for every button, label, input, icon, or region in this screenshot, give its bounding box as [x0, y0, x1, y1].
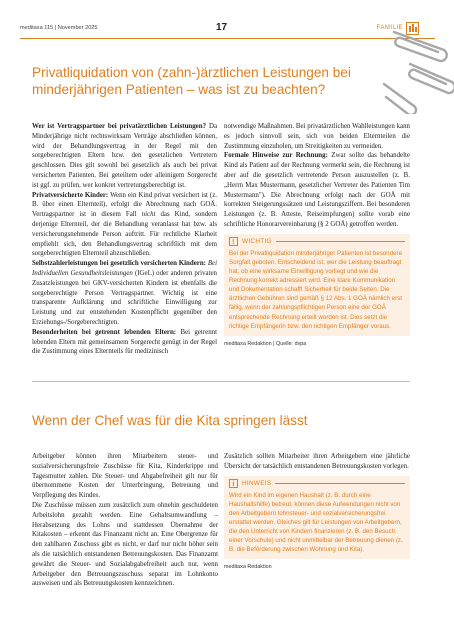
paragraph: Die Zuschüsse müssen zum zusätzlich zum ohnehin geschuldeten Arbeitslohn gezahlt werden. Eine Gehaltsumwandlung – Herabsetzung des Lohns und stattdessen Übernahme der Kitakosten – erkennt das Finanzamt nicht an. Eine Obergrenze für den zahlbaren Zuschuss gibt es nicht, er darf nur nicht höher sein als die tatsächlich entstandenen Betreuungskosten. Das Finanzamt gewährt die Steuer- und Sozialabgabefreiheit auch nur, wenn Arbeitgeber den Betreuungszuschuss separat im Lohnkonto ausweisen und als Betreuungskosten kennzeichnen. — [32, 501, 218, 588]
paragraph: Zusätzlich sollten Mitarbeiter ihren Arbeitgebern eine jährliche Übersicht der tatsächlich entstandenen Betreuungskosten vorlegen. — [224, 453, 410, 470]
article-column-left — [32, 452, 218, 589]
page-header — [20, 22, 435, 38]
paragraph-text: das Kind, sondern derjenige Elternteil, der die Behandlung veranlasst hat bzw. als versicherungsnehmende Person auftritt. Für rechtliche Klarheit empfiehlt sich, den Behandlungsvertrag schriftlich mit dem sorgeberechtigten Elternteil abzuschließen. — [32, 211, 217, 258]
paragraph-heading: Selbstzahlerleistungen bei gesetzlich versicherten Kindern: — [32, 260, 206, 268]
paragraph-heading: Besonderheiten bei getrennt lebenden Eltern: — [32, 328, 177, 336]
article-column-left — [32, 122, 217, 380]
emphasis-text: nicht — [141, 211, 156, 219]
box-text: Wird ein Kind im eigenen Haushalt (z. B. durch eine Haushaltshilfe) betreut, können diese Aufwendungen nicht von den Arbeitgebern lohnsteuer- und sozialversicherungsfrei erstattet werden. Gleiches gilt für Leistungen von Arbeitgebern, die den Unterricht von Kindern finanzieren (z. B. den Besuch einer Vorschule) und nicht unmittelbar der Betreuung dienen (z. B. die Beförderung zwischen Wohnung und Kita). — [229, 491, 403, 554]
paragraph-text: Bei getrennt lebenden Eltern mit gemeinsamem Sorgerecht genügt in der Regel die Zustimmung eines Elternteils für medizinisch — [32, 328, 217, 356]
paragraph-text: (IGeL) oder anderen privaten Zusatzleistungen bei GKV-versicherten Kindern ist ebenfalls die sorgeberechtigte Person Vertragspartner. Wichtig ist eine transparente Aufklärung und schriftliche Einwilligung zur Leistung und zur entstehenden Kostenpflicht gegenüber den Erziehungs-/Sorgeberechtigten. — [32, 269, 217, 326]
paragraph — [32, 191, 217, 260]
section-label: FAMILIE — [376, 25, 403, 31]
emphasis-text: Bei Individuellen Gesundheitsleistungen — [32, 260, 218, 277]
article-title: Privatliquidation von (zahn-)ärztlichen Leistungen bei minderjährigen Patienten – was ist zu beachten? — [32, 65, 351, 97]
box-rule — [276, 241, 405, 242]
paragraph: notwendige Maßnahmen. Bei privatärztlichen Wahlleistungen kann es jedoch sinnvoll sein, sich von beiden Elternteilen die Zustimmung einzuholen, um Streitigkeiten zu vermeiden. — [224, 123, 410, 150]
paragraph — [224, 151, 410, 229]
paragraph — [32, 328, 217, 357]
box-text: Bei der Privatliquidation minderjähriger Patienten ist besondere Sorgfalt geboten. Entscheidend ist, wer die Leistung beauftragt hat, ob eine wirksame Einwilligung vorliegt und wie die Rechnung korrekt adressiert wird. Eine klare Kommunikation und Dokumentation schafft Sicherheit für beide Seiten. Die ärztlichen Gebühren sind gemäß § 12 Abs. 1 GOÄ nämlich erst fällig, wenn der zahlungspflichtigen Person eine der GOÄ entsprechende Rechnung erteilt worden ist. Dies setzt die richtige Empfängerin bzw. den richtigen Empfänger voraus. — [229, 249, 403, 330]
note-box — [224, 476, 410, 560]
box-label: WICHTIG — [242, 237, 272, 245]
paragraph-text: Da Minderjährige nicht rechtswirksam Verträge abschließen können, wird der Behandlungsvertrag in der Regel mit den sorgeberechtigten Eltern bzw. den gesetzlichen Vertretern geschlossen. Dies gilt sowohl bei gesetzlich als auch bei privat versicherten Patienten. Bei geteiltem oder alleinigem Sorgerecht ist ggf. zu prüfen, wer konkret vertretungsberechtigt ist. — [32, 123, 217, 189]
info-icon: i — [229, 479, 238, 488]
page-number: 17 — [216, 22, 228, 33]
article-column-right — [224, 122, 410, 350]
paragraph-heading: Wer ist Vertragspartner bei privatärztlichen Leistungen? — [32, 123, 207, 130]
header-rule — [20, 38, 435, 39]
article-title: Wenn der Chef was für die Kita springen lässt — [32, 413, 308, 428]
important-box — [224, 234, 410, 336]
paragraph-heading: Formale Hinweise zur Rechnung: — [224, 152, 328, 160]
box-rule — [275, 483, 405, 484]
article-credit: meditaxa Redaktion — [224, 564, 272, 571]
paragraph-text: Zwar sollte das behandelte Kind als Patient auf der Rechnung vermerkt sein, die Rechnung ist aber auf die gesetzlich vertretende Person auszustellen (z. B. „Herrn Max Mustermann, gesetzlicher Vertreter des Patienten Tim Mustermann"). Die Abrechnung erfolgt nach der GOÄ mit korrekten Steigerungssätzen und Leistungsziffern. Bei besonderen Leistungen (z. B. Atteste, Reiseimpfungen) sollte vorab eine schriftliche Honorarvereinbarung (§ 2 GOÄ) getroffen werden. — [224, 152, 410, 228]
box-label: HINWEIS — [242, 479, 272, 487]
article-separator — [32, 381, 410, 382]
paragraph — [32, 259, 217, 328]
article-column-right — [224, 452, 410, 573]
box-header — [229, 237, 405, 246]
paragraph-heading: Privatversicherte Kinder: — [32, 191, 109, 199]
article-credit: meditaxa Redaktion | Quelle: dvpa — [224, 340, 307, 347]
box-header — [229, 479, 405, 488]
exclamation-icon: ! — [229, 237, 238, 246]
publication-info: meditaxa 115 | November 2025 — [20, 25, 98, 31]
paragraph — [32, 122, 217, 191]
paragraph-text: Wenn ein Kind privat versichert ist (z. B. über einen Elternteil), erfolgt die Abrechnung nach GOÄ. Vertragspartner ist in diesem Fall — [32, 191, 217, 219]
paragraph: Arbeitgeber können ihren Mitarbeitern steuer- und sozialversicherungsfreie Zuschüsse für Kita, Kinderkrippe und Tagesmutter zahlen. Die Steuer- und Abgabefreiheit gilt nur für übernommene Kosten der Unterbringung, Betreuung und Verpflegung des Kindes. — [32, 453, 218, 500]
